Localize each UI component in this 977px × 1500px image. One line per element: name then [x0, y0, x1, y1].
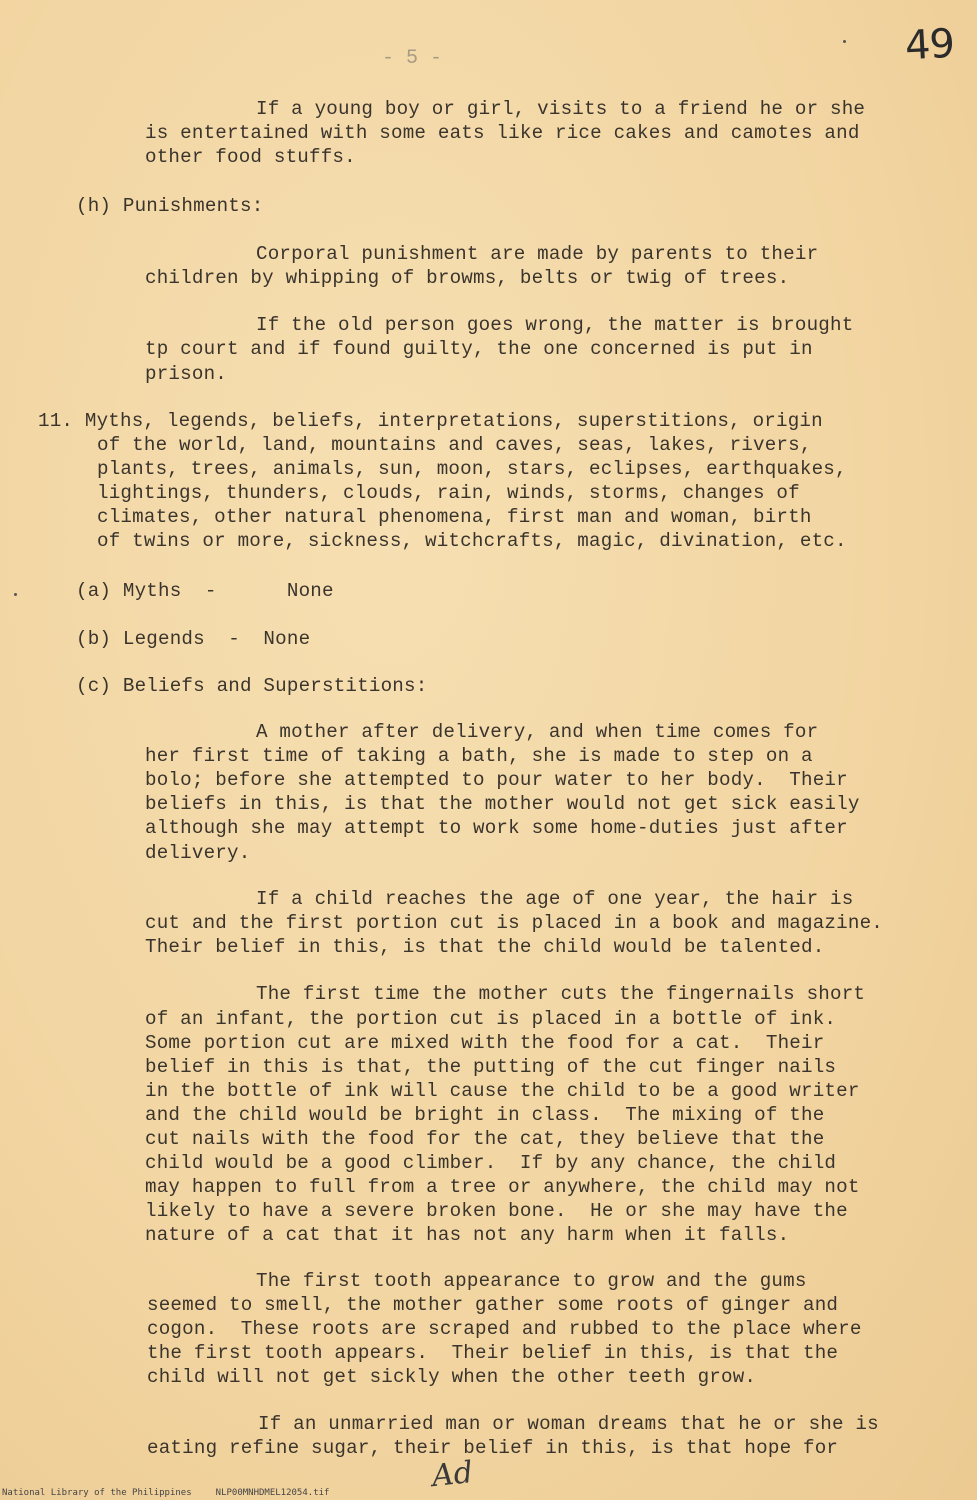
text-line: the first tooth appears. Their belief in this, is that the	[147, 1342, 839, 1364]
text-line: bolo; before she attempted to pour water to her body. Their	[145, 769, 848, 791]
text-line: Corporal punishment are made by parents to their	[256, 243, 819, 265]
section-heading: (h) Punishments:	[76, 195, 264, 217]
footer-filename: NLP00MNHDMEL12054.tif	[215, 1488, 330, 1498]
text-line: plants, trees, animals, sun, moon, stars, eclipses, earthquakes,	[97, 458, 847, 480]
text-line: of the world, land, mountains and caves, seas, lakes, rivers,	[97, 434, 812, 456]
text-line: If a young boy or girl, visits to a friend he or she	[256, 98, 866, 120]
text-line: other food stuffs.	[145, 146, 356, 168]
text-line: Some portion cut are mixed with the food for a cat. Their	[145, 1032, 825, 1054]
subsection-myths: (a) Myths - None	[76, 580, 334, 602]
text-line: lightings, thunders, clouds, rain, winds, storms, changes of	[97, 482, 800, 504]
text-line: nature of a cat that it has not any harm when it falls.	[145, 1224, 790, 1246]
text-line: If a child reaches the age of one year, the hair is	[256, 888, 854, 910]
typed-page-number: - 5 -	[382, 47, 443, 70]
text-line: may happen to full from a tree or anywhere, the child may not	[145, 1176, 860, 1198]
text-line: cut and the first portion cut is placed in a book and magazine.	[145, 912, 884, 934]
text-line: cogon. These roots are scraped and rubbed to the place where	[147, 1318, 862, 1340]
text-line: If the old person goes wrong, the matter is brought	[256, 314, 854, 336]
text-line: children by whipping of browms, belts or twig of trees.	[145, 267, 790, 289]
text-line: is entertained with some eats like rice cakes and camotes and	[145, 122, 860, 144]
text-line: seemed to smell, the mother gather some roots of ginger and	[147, 1294, 839, 1316]
text-line: The first time the mother cuts the fingernails short	[256, 983, 866, 1005]
text-line: climates, other natural phenomena, first man and woman, birth	[97, 506, 812, 528]
text-line: If an unmarried man or woman dreams that he or she is	[258, 1413, 879, 1435]
ink-speck	[843, 40, 846, 43]
text-line: child would be a good climber. If by any chance, the child	[145, 1152, 837, 1174]
handwritten-initials: Ad	[430, 1454, 475, 1495]
text-line: belief in this is that, the putting of the cut finger nails	[145, 1056, 837, 1078]
scan-footer	[2, 1488, 329, 1498]
text-line: of twins or more, sickness, witchcrafts, magic, divination, etc.	[97, 530, 847, 552]
text-line: beliefs in this, is that the mother would not get sick easily	[145, 793, 860, 815]
subsection-legends: (b) Legends - None	[76, 628, 311, 650]
text-line: tp court and if found guilty, the one concerned is put in	[145, 338, 813, 360]
text-line: and the child would be bright in class. The mixing of the	[145, 1104, 825, 1126]
ink-speck	[14, 593, 17, 596]
text-line: of an infant, the portion cut is placed in a bottle of ink.	[145, 1008, 837, 1030]
text-line: Their belief in this, is that the child would be talented.	[145, 936, 825, 958]
text-line: cut nails with the food for the cat, they believe that the	[145, 1128, 825, 1150]
text-line: prison.	[145, 363, 228, 385]
text-line: delivery.	[145, 842, 251, 864]
text-line: likely to have a severe broken bone. He or she may have the	[145, 1200, 848, 1222]
text-line: in the bottle of ink will cause the child to be a good writer	[145, 1080, 860, 1102]
subsection-beliefs: (c) Beliefs and Superstitions:	[76, 675, 428, 697]
handwritten-page-number: 49	[903, 20, 956, 70]
text-line: although she may attempt to work some home-duties just after	[145, 817, 848, 839]
text-line: child will not get sickly when the other teeth grow.	[147, 1366, 757, 1388]
text-line: her first time of taking a bath, she is made to step on a	[145, 745, 813, 767]
section-heading: 11. Myths, legends, beliefs, interpretations, superstitions, origin	[38, 410, 823, 432]
text-line: eating refine sugar, their belief in this, is that hope for	[147, 1437, 839, 1459]
footer-library: National Library of the Philippines	[2, 1488, 192, 1498]
text-line: A mother after delivery, and when time comes for	[256, 721, 819, 743]
text-line: The first tooth appearance to grow and the gums	[256, 1270, 807, 1292]
